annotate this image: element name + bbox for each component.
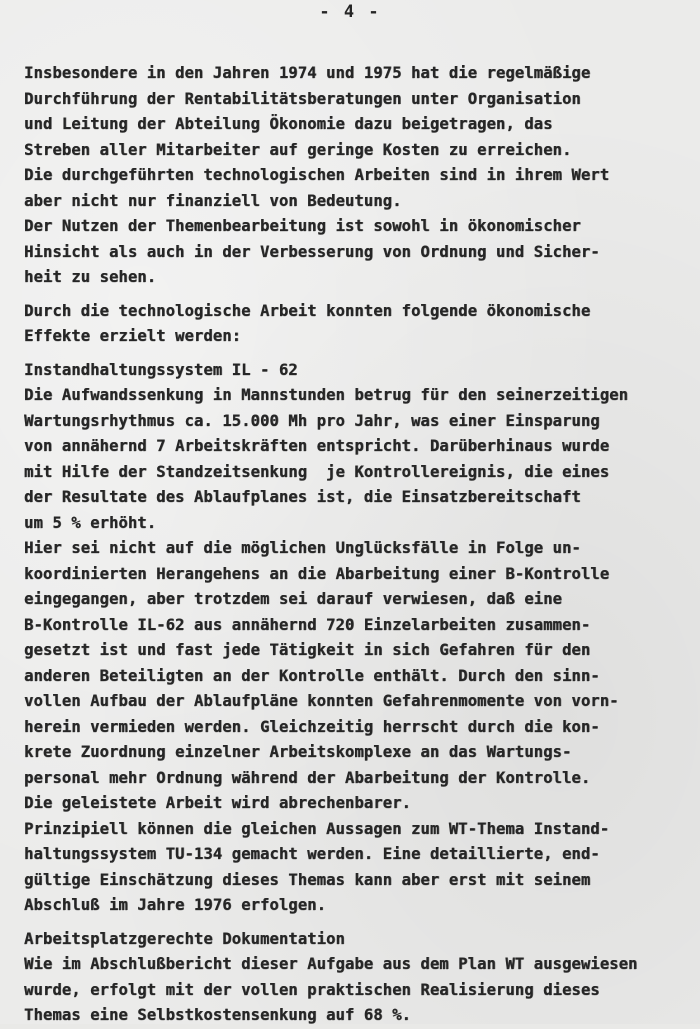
- paragraph-gap: [24, 919, 690, 927]
- text-line: anderen Beteiligten an der Kontrolle enthält. Durch den sinn-: [24, 666, 600, 685]
- text-line: um 5 % erhöht.: [24, 513, 157, 532]
- text-line: koordinierten Herangehens an die Abarbeitung einer B-Kontrolle: [24, 564, 610, 583]
- text-line: B-Kontrolle IL-62 aus annähernd 720 Einzelarbeiten zusammen-: [24, 615, 591, 634]
- text-line: gesetzt ist und fast jede Tätigkeit in sich Gefahren für den: [24, 641, 591, 659]
- text-line: Die Aufwandssenkung in Mannstunden betrug für den seinerzeitigen: [24, 386, 629, 404]
- text-line: gültige Einschätzung dieses Themas kann aber erst mit seinem: [24, 870, 591, 889]
- text-line: heit zu sehen.: [24, 268, 157, 286]
- section-dokumentation: [24, 927, 690, 1029]
- paragraph-gap: [24, 291, 690, 299]
- text-line: Streben aller Mitarbeiter auf geringe Kosten zu erreichen.: [24, 140, 572, 159]
- text-line: vollen Aufbau der Ablaufpläne konnten Gefahrenmomente von vorn-: [24, 692, 619, 710]
- section-heading: Arbeitsplatzgerechte Dokumentation: [24, 929, 345, 948]
- text-line: Prinzipiell können die gleichen Aussagen zum WT-Thema Instand-: [24, 819, 610, 838]
- text-line: mit Hilfe der Standzeitsenkung je Kontrollereignis, die eines: [24, 462, 610, 481]
- text-line: Wie im Abschlußbericht dieser Aufgabe aus dem Plan WT ausgewiesen: [24, 955, 638, 973]
- text-line: haltungssystem TU-134 gemacht werden. Eine detaillierte, end-: [24, 845, 600, 863]
- paragraph: [24, 61, 690, 291]
- text-line: Die geleistete Arbeit wird abrechenbarer.: [24, 794, 411, 812]
- page-number: - 4 -: [319, 2, 381, 22]
- body-text: [24, 61, 690, 1029]
- text-line: Effekte erzielt werden:: [24, 327, 242, 345]
- text-line: der Resultate des Ablaufplanes ist, die Einsatzbereitschaft: [24, 488, 581, 506]
- text-line: aber nicht nur finanziell von Bedeutung.: [24, 191, 402, 210]
- text-line: Durch die technologische Arbeit konnten folgende ökonomische: [24, 301, 591, 320]
- paragraph-gap: [24, 350, 690, 358]
- text-line: Wartungsrhythmus ca. 15.000 Mh pro Jahr, was einer Einsparung: [24, 411, 600, 430]
- section-heading: Instandhaltungssystem IL - 62: [24, 360, 298, 379]
- text-line: wurde, erfolgt mit der vollen praktischen Realisierung dieses: [24, 980, 600, 999]
- text-line: Insbesondere in den Jahren 1974 und 1975 hat die regelmäßige: [24, 64, 591, 82]
- paragraph: [24, 299, 690, 350]
- text-line: eingegangen, aber trotzdem sei darauf verwiesen, daß eine: [24, 590, 562, 608]
- text-line: Abschluß im Jahre 1976 erfolgen.: [24, 896, 327, 914]
- text-line: herein vermieden werden. Gleichzeitig herrscht durch die kon-: [24, 717, 600, 736]
- text-line: Hier sei nicht auf die möglichen Unglücksfälle in Folge un-: [24, 539, 581, 557]
- text-line: Themas eine Selbstkostensenkung auf 68 %.: [24, 1006, 411, 1024]
- text-line: personal mehr Ordnung während der Abarbeitung der Kontrolle.: [24, 768, 591, 787]
- text-line: Der Nutzen der Themenbearbeitung ist sowohl in ökonomischer: [24, 217, 581, 235]
- text-line: Durchführung der Rentabilitätsberatungen unter Organisation: [24, 89, 581, 108]
- section-il-62: [24, 358, 690, 919]
- text-line: Hinsicht als auch in der Verbesserung von Ordnung und Sicher-: [24, 242, 600, 261]
- text-line: krete Zuordnung einzelner Arbeitskomplexe an das Wartungs-: [24, 743, 572, 761]
- text-line: und Leitung der Abteilung Ökonomie dazu beigetragen, das: [24, 115, 553, 133]
- text-line: Die durchgeführten technologischen Arbeiten sind in ihrem Wert: [24, 166, 610, 184]
- text-line: von annähernd 7 Arbeitskräften entspricht. Darüberhinaus wurde: [24, 437, 610, 455]
